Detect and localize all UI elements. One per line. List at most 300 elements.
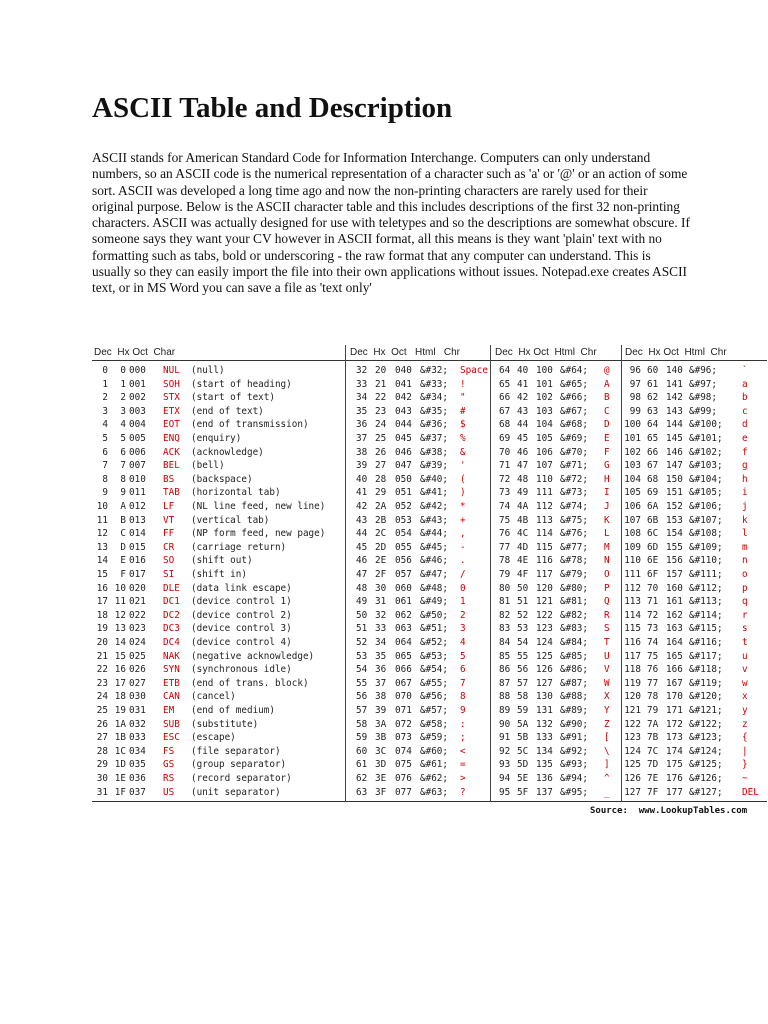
table-cell: 142 [666, 392, 683, 404]
table-cell: 5D [517, 759, 529, 771]
table-cell: 174 [666, 745, 683, 757]
table-cell: 58 [517, 691, 529, 703]
table-cell: 026 [129, 664, 146, 676]
table-row [92, 718, 767, 731]
table-cell: &#98; [689, 392, 717, 404]
table-cell: ENQ [163, 433, 180, 444]
table-cell: &#45; [420, 541, 448, 553]
table-cell: 024 [129, 637, 146, 648]
table-cell: SI [163, 569, 175, 580]
table-cell: 57 [356, 705, 368, 716]
table-cell: 152 [666, 501, 683, 512]
table-cell: < [460, 745, 466, 757]
table-cell: &#93; [560, 759, 588, 771]
table-cell: 43 [517, 405, 529, 417]
table-cell: 070 [395, 691, 412, 703]
table-cell: 88 [499, 691, 511, 703]
table-cell: " [460, 392, 466, 404]
table-cell: 157 [666, 569, 683, 580]
table-cell: 58 [356, 718, 368, 730]
table-row [92, 758, 767, 771]
table-cell: &#79; [560, 569, 588, 580]
table-cell: 14 [114, 637, 126, 648]
table-cell: SOH [163, 378, 180, 390]
table-cell: 1 [120, 378, 126, 390]
table-cell: 97 [629, 378, 641, 390]
table-cell: % [460, 433, 466, 444]
table-cell: G [604, 460, 610, 472]
table-cell: 117 [536, 569, 553, 580]
table-cell: &#59; [420, 732, 448, 744]
table-cell: H [604, 473, 610, 485]
table-cell: &#100; [689, 419, 723, 431]
table-cell: 40 [356, 473, 368, 485]
table-cell: N [604, 555, 610, 567]
table-cell: VT [163, 514, 175, 526]
table-cell: 125 [624, 759, 641, 771]
table-cell: (NP form feed, new page) [191, 528, 326, 540]
table-cell: (substitute) [191, 718, 259, 730]
table-cell: 49 [517, 487, 529, 499]
table-cell: 6C [647, 528, 659, 540]
table-cell: $ [460, 419, 466, 431]
table-cell: E [604, 433, 610, 444]
table-cell: SO [163, 555, 175, 567]
table-cell: EOT [163, 419, 180, 431]
table-cell: 017 [129, 569, 146, 580]
page-title: ASCII Table and Description [92, 92, 453, 124]
table-cell: 064 [395, 637, 412, 648]
table-cell: 134 [536, 745, 553, 757]
table-cell: C [604, 405, 610, 417]
table-cell: C [120, 528, 126, 540]
table-cell: 041 [395, 378, 412, 390]
table-cell: &#112; [689, 582, 723, 594]
table-cell: | [742, 745, 748, 757]
table-cell: 110 [624, 555, 641, 567]
table-row [92, 568, 767, 581]
table-cell: ETB [163, 677, 180, 689]
table-cell: 130 [536, 691, 553, 703]
table-cell: 050 [395, 473, 412, 485]
table-cell: w [742, 677, 748, 689]
table-cell: 135 [536, 759, 553, 771]
table-cell: 59 [517, 705, 529, 716]
column-header: Dec Hx Oct Html Chr [495, 347, 597, 358]
table-cell: 114 [624, 609, 641, 621]
table-cell: (device control 4) [191, 637, 292, 648]
table-cell: 3E [375, 773, 387, 784]
table-cell: 12 [114, 609, 126, 621]
table-cell: &#85; [560, 650, 588, 662]
table-cell: DC3 [163, 623, 180, 635]
table-cell: ' [460, 460, 466, 472]
table-cell: 24 [96, 691, 108, 703]
table-cell: 115 [624, 623, 641, 635]
table-cell: &#34; [420, 392, 448, 404]
table-cell: &#86; [560, 664, 588, 676]
table-cell: 104 [624, 473, 641, 485]
table-cell: 2 [460, 609, 466, 621]
table-cell: (record separator) [191, 773, 292, 784]
table-cell: FF [163, 528, 175, 540]
table-cell: 27 [375, 460, 387, 472]
table-cell: R [604, 609, 610, 621]
table-cell: &#101; [689, 433, 723, 444]
table-cell: 83 [499, 623, 511, 635]
table-cell: 53 [517, 623, 529, 635]
table-cell: (horizontal tab) [191, 487, 281, 499]
table-cell: 8 [102, 473, 108, 485]
table-cell: 13 [96, 541, 108, 553]
table-cell: 80 [499, 582, 511, 594]
table-cell: 136 [536, 773, 553, 784]
table-cell: 121 [624, 705, 641, 716]
table-cell: 108 [624, 528, 641, 540]
table-row [92, 595, 767, 608]
table-cell: 150 [666, 473, 683, 485]
table-cell: 65 [499, 378, 511, 390]
table-cell: &#39; [420, 460, 448, 472]
table-cell: 057 [395, 569, 412, 580]
table-cell: &#43; [420, 514, 448, 526]
table-cell: 61 [356, 759, 368, 771]
table-cell: 1E [114, 773, 126, 784]
table-cell: &#81; [560, 596, 588, 608]
table-row [92, 514, 767, 527]
table-cell: 18 [96, 609, 108, 621]
table-cell: - [460, 541, 466, 553]
table-cell: &#109; [689, 541, 723, 553]
table-cell: s [742, 623, 748, 635]
table-cell: ! [460, 378, 466, 390]
table-cell: 002 [129, 392, 146, 404]
table-cell: &#49; [420, 596, 448, 608]
table-cell: 70 [499, 446, 511, 458]
table-row [92, 432, 767, 445]
table-cell: 41 [356, 487, 368, 499]
table-cell: TAB [163, 487, 180, 499]
table-cell: 116 [624, 637, 641, 648]
table-cell: &#82; [560, 609, 588, 621]
table-cell: / [460, 569, 466, 580]
table-cell: 64 [647, 419, 659, 431]
table-cell: 111 [624, 569, 641, 580]
table-cell: 19 [96, 623, 108, 635]
table-cell: &#53; [420, 650, 448, 662]
table-cell: 72 [499, 473, 511, 485]
table-cell: ) [460, 487, 466, 499]
table-cell: 104 [536, 419, 553, 431]
table-cell: 16 [96, 582, 108, 594]
table-cell: 4B [517, 514, 529, 526]
table-cell: 151 [666, 487, 683, 499]
table-cell: J [604, 501, 610, 512]
table-cell: 38 [375, 691, 387, 703]
table-cell: DLE [163, 582, 180, 594]
table-cell: 7B [647, 732, 659, 744]
table-cell: 28 [96, 745, 108, 757]
table-cell: l [742, 528, 748, 540]
table-cell: 71 [647, 596, 659, 608]
table-cell: 6B [647, 514, 659, 526]
table-cell: 39 [356, 460, 368, 472]
table-cell: 154 [666, 528, 683, 540]
table-cell: &#38; [420, 446, 448, 458]
table-cell: 015 [129, 541, 146, 553]
table-cell: &#88; [560, 691, 588, 703]
table-cell: 2 [102, 392, 108, 404]
table-cell: 16 [114, 664, 126, 676]
table-cell: 66 [647, 446, 659, 458]
table-cell: 145 [666, 433, 683, 444]
table-cell: 21 [96, 650, 108, 662]
table-cell: (device control 1) [191, 596, 292, 608]
table-cell: D [120, 541, 126, 553]
table-cell: 11 [96, 514, 108, 526]
table-cell: &#84; [560, 637, 588, 648]
table-cell: 004 [129, 419, 146, 431]
table-cell: 107 [624, 514, 641, 526]
table-cell: &#64; [560, 365, 588, 376]
table-cell: BEL [163, 460, 180, 472]
table-cell: 021 [129, 596, 146, 608]
table-cell: X [604, 691, 610, 703]
table-cell: 6D [647, 541, 659, 553]
table-cell: u [742, 650, 748, 662]
table-cell: 2D [375, 541, 387, 553]
table-cell: 34 [375, 637, 387, 648]
table-cell: 067 [395, 677, 412, 689]
table-cell: 1 [460, 596, 466, 608]
table-cell: # [460, 405, 466, 417]
table-cell: 33 [356, 378, 368, 390]
table-cell: &#54; [420, 664, 448, 676]
table-cell: 9 [120, 487, 126, 499]
table-cell: q [742, 596, 748, 608]
table-cell: 065 [395, 650, 412, 662]
table-cell: 61 [647, 378, 659, 390]
table-cell: RS [163, 773, 175, 784]
table-cell: i [742, 487, 748, 499]
table-cell: 042 [395, 392, 412, 404]
table-cell: 86 [499, 664, 511, 676]
table-cell: 35 [356, 405, 368, 417]
table-cell: 67 [647, 460, 659, 472]
table-cell: 3 [102, 405, 108, 417]
table-cell: 047 [395, 460, 412, 472]
table-cell: 47 [517, 460, 529, 472]
table-cell: 69 [647, 487, 659, 499]
table-cell: 020 [129, 582, 146, 594]
table-cell: 26 [375, 446, 387, 458]
table-cell: 5 [102, 433, 108, 444]
table-cell: (end of trans. block) [191, 677, 309, 689]
table-cell: 76 [499, 528, 511, 540]
table-cell: 112 [536, 501, 553, 512]
table-cell: b [742, 392, 748, 404]
table-cell: &#77; [560, 541, 588, 553]
table-cell: 53 [356, 650, 368, 662]
table-cell: h [742, 473, 748, 485]
table-cell: 016 [129, 555, 146, 567]
table-cell: 30 [375, 582, 387, 594]
table-cell: 33 [375, 623, 387, 635]
table-cell: &#123; [689, 732, 723, 744]
table-cell: 8 [460, 691, 466, 703]
table-cell: 010 [129, 473, 146, 485]
table-cell: 044 [395, 419, 412, 431]
table-cell: &#66; [560, 392, 588, 404]
table-row [92, 663, 767, 676]
table-cell: &#120; [689, 691, 723, 703]
table-row [92, 364, 767, 377]
table-cell: (vertical tab) [191, 514, 270, 526]
table-cell: 82 [499, 609, 511, 621]
table-cell: 9 [102, 487, 108, 499]
table-cell: 4A [517, 501, 529, 512]
table-cell: 51 [356, 623, 368, 635]
table-cell: z [742, 718, 748, 730]
table-cell: &#32; [420, 365, 448, 376]
table-cell: 77 [647, 677, 659, 689]
table-cell: &#33; [420, 378, 448, 390]
table-cell: Z [604, 718, 610, 730]
table-cell: 119 [624, 677, 641, 689]
table-cell: 92 [499, 745, 511, 757]
table-cell: 124 [536, 637, 553, 648]
table-cell: 4C [517, 528, 529, 540]
table-cell: 76 [647, 664, 659, 676]
table-row [92, 582, 767, 595]
table-cell: 10 [114, 582, 126, 594]
table-cell: &#76; [560, 528, 588, 540]
table-cell: f [742, 446, 748, 458]
table-cell: (device control 2) [191, 609, 292, 621]
table-row [92, 554, 767, 567]
table-cell: 164 [666, 637, 683, 648]
table-cell: 114 [536, 528, 553, 540]
table-row [92, 418, 767, 431]
table-cell: 052 [395, 501, 412, 512]
table-cell: &#42; [420, 501, 448, 512]
table-cell: 78 [647, 691, 659, 703]
table-cell: 102 [536, 392, 553, 404]
table-cell: 19 [114, 705, 126, 716]
table-cell: 012 [129, 501, 146, 512]
table-cell: 001 [129, 378, 146, 390]
table-cell: 155 [666, 541, 683, 553]
table-cell: 037 [129, 786, 146, 798]
table-cell: 32 [356, 365, 368, 376]
table-cell: Space [460, 365, 488, 376]
table-cell: (carriage return) [191, 541, 287, 553]
table-cell: 167 [666, 677, 683, 689]
table-cell: (synchronous idle) [191, 664, 292, 676]
table-cell: (group separator) [191, 759, 287, 771]
table-cell: (file separator) [191, 745, 281, 757]
table-cell: 25 [96, 705, 108, 716]
table-cell: 48 [517, 473, 529, 485]
table-cell: 5 [120, 433, 126, 444]
table-cell: + [460, 514, 466, 526]
table-cell: 93 [499, 759, 511, 771]
table-cell: 110 [536, 473, 553, 485]
table-cell: 7A [647, 718, 659, 730]
table-cell: &#71; [560, 460, 588, 472]
table-cell: M [604, 541, 610, 553]
table-cell: & [460, 446, 466, 458]
table-cell: CR [163, 541, 175, 553]
table-cell: (negative acknowledge) [191, 650, 315, 662]
table-cell: 18 [114, 691, 126, 703]
table-cell: &#96; [689, 365, 717, 376]
table-cell: 025 [129, 650, 146, 662]
table-cell: ; [460, 732, 466, 744]
table-cell: (escape) [191, 732, 236, 744]
table-cell: S [604, 623, 610, 635]
column-header: Dec Hx Oct Html Chr [350, 347, 461, 358]
table-cell: W [604, 677, 610, 689]
table-cell: &#113; [689, 596, 723, 608]
table-cell: 124 [624, 745, 641, 757]
table-cell: ( [460, 473, 466, 485]
table-cell: 103 [536, 405, 553, 417]
table-cell: &#124; [689, 745, 723, 757]
intro-paragraph: ASCII stands for American Standard Code for Information Interchange. Computers can only understand numbers, so an ASCII code is the numerical representation of a character such as 'a' or '@' or an action of some sort. ASCII was developed a long time ago and now the non-printing characters are rarely used for their original purpose. Below is the ASCII character table and this includes descriptions of the first 32 non-printing characters. ASCII was actually designed for use with teletypes and so the descriptions are somewhat obscure. If someone says they want your CV however in ASCII format, all this means is they want 'plain' text with no formatting such as tabs, bold or underscoring - the raw format that any computer can understand. This is usually so they can easily import the file into their own applications without issues. Notepad.exe creates ASCII text, or in MS Word you can save a file as 'text only' [92, 150, 690, 296]
column-header: Dec Hx Oct Char [94, 347, 176, 358]
table-cell: 73 [647, 623, 659, 635]
table-cell: A [604, 378, 610, 390]
table-cell: 172 [666, 718, 683, 730]
table-cell: &#57; [420, 705, 448, 716]
table-cell: ESC [163, 732, 180, 744]
table-cell: &#90; [560, 718, 588, 730]
table-cell: 022 [129, 609, 146, 621]
table-cell: 46 [356, 555, 368, 567]
table-cell: &#106; [689, 501, 723, 512]
table-cell: &#125; [689, 759, 723, 771]
table-cell: DC1 [163, 596, 180, 608]
table-row [92, 486, 767, 499]
table-cell: 133 [536, 732, 553, 744]
table-cell: 171 [666, 705, 683, 716]
table-cell: &#89; [560, 705, 588, 716]
table-row [92, 636, 767, 649]
table-cell: * [460, 501, 466, 512]
table-row [92, 378, 767, 391]
table-cell: &#72; [560, 473, 588, 485]
table-cell: &#73; [560, 487, 588, 499]
header-divider [92, 360, 767, 361]
table-cell: (data link escape) [191, 582, 292, 594]
table-cell: 47 [356, 569, 368, 580]
table-cell: 7 [102, 460, 108, 472]
table-cell: 2F [375, 569, 387, 580]
table-cell: 56 [517, 664, 529, 676]
table-cell: &#111; [689, 569, 723, 580]
table-cell: 1F [114, 786, 126, 798]
table-cell: (backspace) [191, 473, 253, 485]
table-cell: o [742, 569, 748, 580]
table-cell: 031 [129, 705, 146, 716]
table-cell: 071 [395, 705, 412, 716]
table-cell: 051 [395, 487, 412, 499]
table-cell: c [742, 405, 748, 417]
table-cell: 72 [647, 609, 659, 621]
table-cell: ] [604, 759, 610, 771]
table-cell: 30 [96, 773, 108, 784]
